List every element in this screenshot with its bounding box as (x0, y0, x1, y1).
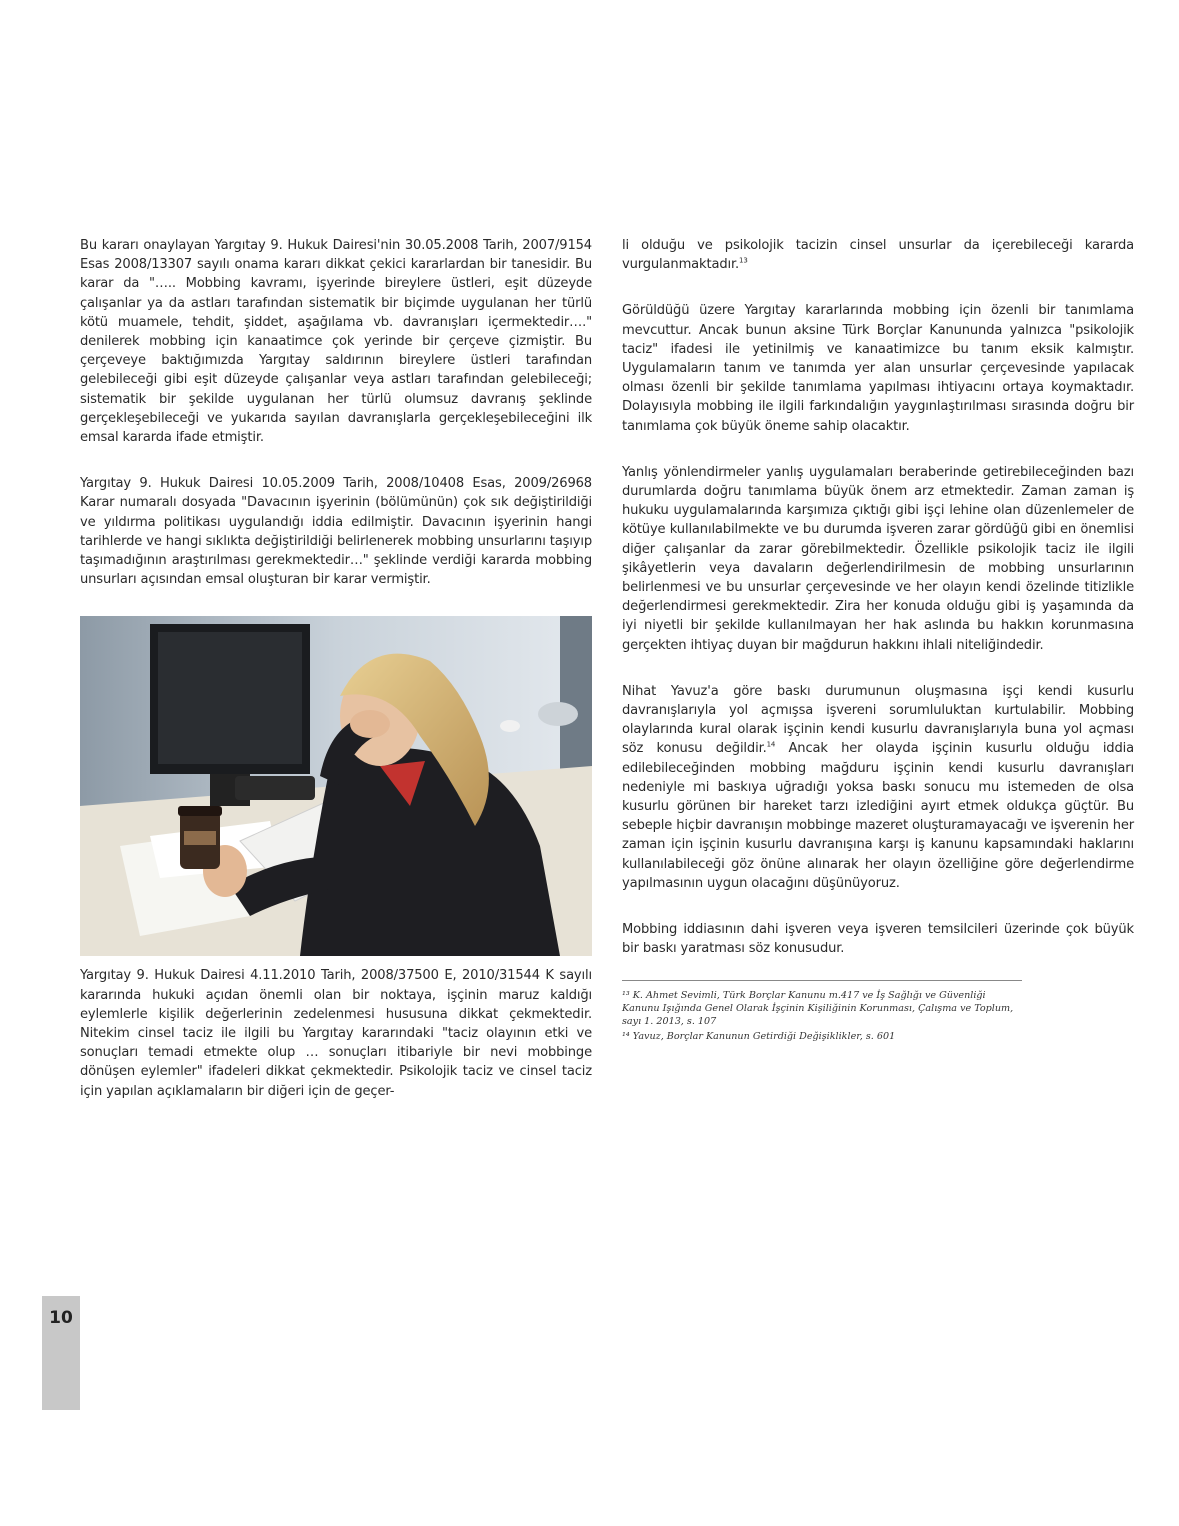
left-column (80, 236, 592, 1128)
office-woman-stressed-photo (80, 616, 592, 956)
footnote: ¹³ K. Ahmet Sevimli, Türk Borçlar Kanunu m.417 ve İş Sağlığı ve Güvenliği Kanunu Işığında Genel Olarak İşçinin Kişiliğinin Korunması, Çalışma ve Toplum, sayı 1. 2013, s. 107 (622, 989, 1014, 1027)
paragraph-text: Ancak her olayda işçinin kusurlu olduğu iddia edilebileceğinden mobbing mağduru işçinin kendi kusurlu davranışları nedeniyle mi baskıya uğradığı yoksa baskı sonucu mu istemeden de olsa kusurlu görünen bir hareket tarzı izlediğini ayırt etmek oldukça güçtür. Bu sebeple hiçbir davranışın mobbinge mazeret oluşturamayacağı ve işverenin her zaman için işçinin kusurlu davranışına karşı iş kanunu kapsamındaki haklarını kullanılabileceği göz önüne alınarak her olayın özelliğine göre değerlendirme yapılmasının uygun olacağını düşünüyoruz. (622, 741, 1135, 891)
paragraph: Bu kararı onaylayan Yargıtay 9. Hukuk Dairesi'nin 30.05.2008 Tarih, 2007/9154 Esas 2008/13307 sayılı onama kararı dikkat çekici kararlardan bir tanesidir. Bu karar da "….. Mobbing kavramı, işyerinde bireylere üstleri, eşit düzeyde çalışanlar ya da astları tarafından sistematik bir biçimde uygulanan her türlü kötü muamele, tehdit, şiddet, aşağılama vb. davranışları içermektedir…." denilerek mobbing için kanaatimce çok yerinde bir çerçeve çizmiştir. Bu çerçeveye baktığımızda Yargıtay saldırının bireylere üstleri tarafından gelebileceği gibi eşit düzeyde çalışanlar veya astları tarafından gelebileceği; sistematik bir şekilde uygulanan her türlü olumsuz davranış şeklinde gerçekleşebileceği ve yukarıda sayılan davranışlarla gerçekleşebileceğini ilk emsal kararda ifade etmiştir. (80, 238, 592, 446)
footnote-marker: 13 (739, 256, 748, 265)
page-number: 10 (49, 1308, 73, 1328)
paragraph (622, 236, 1134, 274)
paragraph: Yargıtay 9. Hukuk Dairesi 4.11.2010 Tarih, 2008/37500 E, 2010/31544 K sayılı kararında hukuki açıdan önemli olan bir noktaya, işçinin maruz kaldığı eylemlerle kişilik değerlerinin zedelenmesi hususuna dikkat çekmektedir. Nitekim cinsel taciz ile ilgili bu Yargıtay kararındaki "taciz olayının etki ve sonuçları temadi etmekte olup … sonuçları itibariyle bir nevi mobbinge dönüşen eylemler" ifadeleri dikkat çekmektedir. Psikolojik taciz ve cinsel taciz için yapılan açıklamaların bir diğeri için de geçer- (80, 968, 592, 1099)
right-column (622, 236, 1134, 1045)
footnotes (622, 980, 1022, 1043)
paragraph (622, 682, 1134, 893)
paragraph: Mobbing iddiasının dahi işveren veya işveren temsilcileri üzerinde çok büyük bir baskı yaratması söz konusudur. (622, 922, 1134, 957)
paragraph: Yargıtay 9. Hukuk Dairesi 10.05.2009 Tarih, 2008/10408 Esas, 2009/26968 Karar numaralı dosyada "Davacının işyerinin (bölümünün) çok sık değiştirildiği ve yıldırma politikası uygulandığı iddia edilmiştir. Davacının işyerinin hangi tarihlerde ve hangi sıklıkta değiştirildiği belirlenerek mobbing unsurlarını taşıyıp taşımadığının araştırılması gerekmektedir…" şeklinde verdiği kararda mobbing unsurları açısından emsal oluşturan bir karar vermiştir. (80, 476, 592, 588)
page-number-tab (42, 1296, 80, 1410)
paragraph-text: li olduğu ve psikolojik tacizin cinsel unsurlar da içerebileceği kararda vurgulanmaktadır. (622, 238, 1134, 273)
footnote: ¹⁴ Yavuz, Borçlar Kanunun Getirdiği Değişiklikler, s. 601 (622, 1030, 896, 1042)
footnote-marker: 14 (766, 741, 776, 750)
paragraph: Görüldüğü üzere Yargıtay kararlarında mobbing için özenli bir tanımlama mevcuttur. Ancak bunun aksine Türk Borçlar Kanununda yalnızca "psikolojik taciz" ifadesi ile yetinilmiş ve kanaatimizce bu tanım eksik kalmıştır. Uygulamaların tanım ve tanımda yer alan unsurlar çerçevesinde yapılacak olması özenli bir şekilde tanımlama yapılması ihtiyacını ortaya koymaktadır. Dolayısıyla mobbing ile ilgili farkındalığın yaygınlaştırılması sırasında doğru bir tanımlama çok büyük öneme sahip olacaktır. (622, 303, 1134, 434)
paragraph-text: Nihat Yavuz'a göre baskı durumunun oluşmasına işçi kendi kusurlu davranışlarıyla yol açmışsa işvereni sorumluluktan kurtulabilir. Mobbing olaylarında kural olarak işçinin kendi kusurlu davranışlarıyla buna yol açması söz konusu değildir. (622, 683, 1134, 757)
paragraph: Yanlış yönlendirmeler yanlış uygulamaları beraberinde getirebileceğinden bazı durumlarda doğru tanımlama büyük önem arz etmektedir. Zaman zaman iş hukuku uygulamalarında karşımıza çıktığı gibi işçi lehine olan düzenlemeler de kötüye kullanılabilmekte ve bu durumda işveren zarar gördüğü gibi en önemlisi diğer çalışanlar da zarar görebilmektedir. Özellikle psikolojik taciz ile ilgili şikâyetlerin veya davaların değerlendirilmesin de mobbing unsurlarının belirlenmesi ve bu unsurlar çerçevesinde ve her olayın kendi özelinde titizlikle değerlendirmesi gerekmektedir. Zira her konuda olduğu gibi iş yaşamında da iyi niyetli bir şekilde kullanılmayan her hak aslında bu hakkın korunmasına gerçekten ihtiyaç duyan bir mağdurun hakkını ihlali niteliğindedir. (622, 464, 1134, 653)
